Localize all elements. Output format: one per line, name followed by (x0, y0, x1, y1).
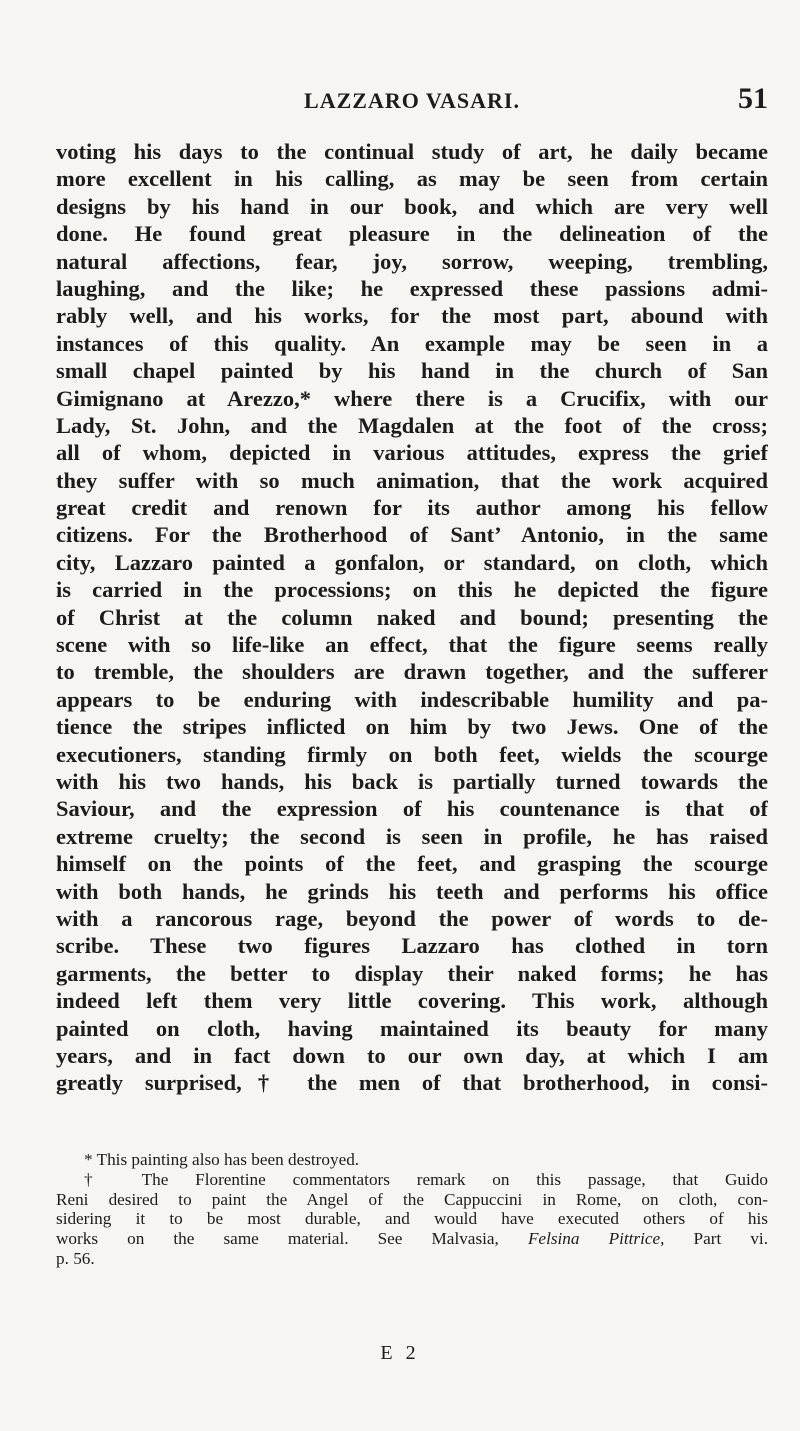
text-line: Gimignano at Arezzo,* where there is a Crucifix, with our (56, 385, 768, 411)
text-line: rably well, and his works, for the most part, abound with (56, 303, 768, 329)
text-line: more excellent in his calling, as may be seen from certain (56, 166, 768, 192)
text-line: with a rancorous rage, beyond the power of words to de- (56, 905, 768, 931)
text-line: painted on cloth, having maintained its beauty for many (56, 1015, 768, 1041)
running-head: LAZZARO VASARI. (304, 88, 520, 113)
text-line: they suffer with so much animation, that the work acquired (56, 467, 768, 493)
text-line: appears to be enduring with indescribable humility and pa- (56, 686, 768, 712)
text-line: with his two hands, his back is partially turned towards the (56, 768, 768, 794)
text-line: is carried in the processions; on this he depicted the figure (56, 577, 768, 603)
text-line: Saviour, and the expression of his countenance is that of (56, 796, 768, 822)
footnote-text: , Part vi. (660, 1229, 768, 1249)
text-line: extreme cruelty; the second is seen in profile, he has raised (56, 823, 768, 849)
footnote-2-line: sidering it to be most durable, and would have executed others of his (56, 1209, 768, 1229)
body-text (56, 138, 768, 1097)
text-line: of Christ at the column naked and bound; presenting the (56, 604, 768, 630)
text-line: great credit and renown for its author among his fellow (56, 495, 768, 521)
book-title: Felsina Pittrice (527, 1229, 661, 1249)
text-line: Lady, St. John, and the Magdalen at the foot of the cross; (56, 412, 768, 438)
footnote-1: * This painting also has been destroyed. (84, 1150, 360, 1169)
page-number: 51 (738, 82, 768, 115)
text-line: natural affections, fear, joy, sorrow, weeping, trembling, (56, 248, 768, 274)
text-line: small chapel painted by his hand in the church of San (56, 358, 768, 384)
text-line: garments, the better to display their naked forms; he has (56, 960, 768, 986)
text-line: executioners, standing firmly on both feet, wields the scourge (56, 741, 768, 767)
text-line: city, Lazzaro painted a gonfalon, or standard, on cloth, which (56, 549, 768, 575)
text-line: designs by his hand in our book, and which are very well (56, 193, 768, 219)
footnotes (56, 1150, 768, 1269)
text-line: to tremble, the shoulders are drawn together, and the sufferer (56, 659, 768, 685)
signature-mark: E 2 (380, 1342, 420, 1364)
text-line: scribe. These two figures Lazzaro has clothed in torn (56, 933, 768, 959)
text-line: himself on the points of the feet, and grasping the scourge (56, 851, 768, 877)
page-header (56, 82, 768, 118)
text-line: laughing, and the like; he expressed these passions admi- (56, 275, 768, 301)
footnote-2-line (56, 1229, 768, 1249)
text-line: scene with so life-like an effect, that the figure seems really (56, 632, 768, 658)
footnote-text: works on the same material. See Malvasia, (56, 1229, 528, 1249)
text-line: citizens. For the Brotherhood of Sant’ Antonio, in the same (56, 522, 768, 548)
footnote-2-line: † The Florentine commentators remark on this passage, that Guido (84, 1169, 768, 1189)
text-line: indeed left them very little covering. This work, although (56, 988, 768, 1014)
text-line: all of whom, depicted in various attitudes, express the grief (56, 440, 768, 466)
text-line: tience the stripes inflicted on him by two Jews. One of the (56, 714, 768, 740)
footnote-2-line: Reni desired to paint the Angel of the Cappuccini in Rome, on cloth, con- (56, 1189, 768, 1209)
text-line: greatly surprised,† the men of that brotherhood, in consi- (56, 1070, 768, 1096)
text-line: done. He found great pleasure in the delineation of the (56, 221, 768, 247)
text-line: years, and in fact down to our own day, at which I am (56, 1042, 768, 1068)
footnote-2-line: p. 56. (56, 1248, 95, 1268)
text-line: voting his days to the continual study of art, he daily became (56, 139, 768, 164)
text-line: instances of this quality. An example may be seen in a (56, 330, 768, 356)
text-line: with both hands, he grinds his teeth and performs his office (56, 878, 768, 904)
